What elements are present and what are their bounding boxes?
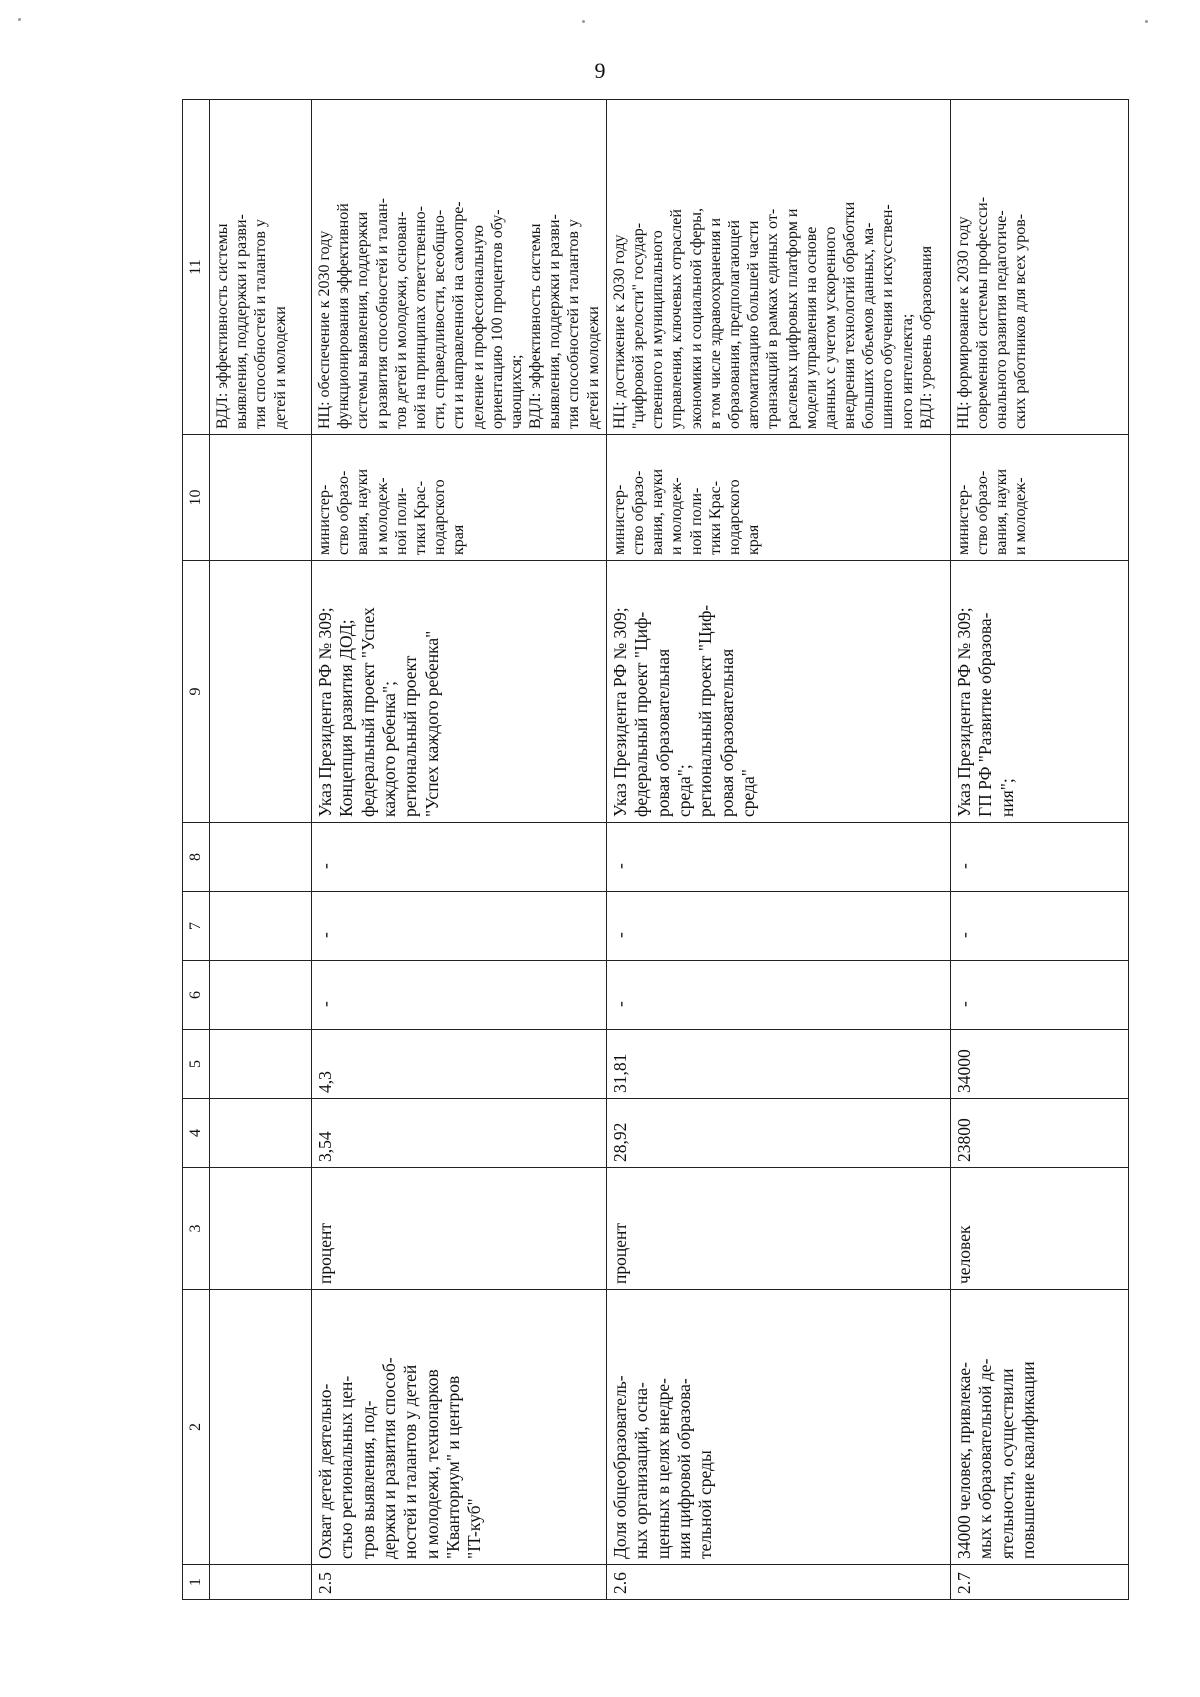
cell-text-line: и молодеж-	[373, 477, 391, 555]
cell-col-2	[210, 1290, 312, 1565]
cell-col-10	[312, 435, 607, 561]
cell-text-line: Указ Президента РФ № 309;	[609, 607, 630, 817]
cell-text-line: экономики и социальной сферы,	[687, 207, 705, 429]
cell-text-line: вания, науки	[649, 468, 667, 555]
cell-text-line: ной поли-	[687, 487, 705, 555]
cell-col-3	[210, 1168, 312, 1290]
cell-text-line: края	[450, 524, 468, 555]
cell-col-10	[606, 435, 950, 561]
cell-text-line: ство образо-	[335, 470, 353, 555]
cell-col-9	[312, 561, 607, 823]
table-row	[210, 100, 312, 1600]
scan-dot	[18, 18, 21, 21]
cell-text-line: "IT-куб"	[464, 1498, 485, 1559]
cell-text-line: министер-	[316, 484, 333, 555]
cell-col-11	[312, 100, 607, 435]
cell-col-3: процент	[606, 1168, 950, 1290]
cell-col-10	[210, 435, 312, 561]
cell-text-line: больших объемов данных, ма-	[860, 222, 878, 429]
table-row	[606, 100, 950, 1600]
cell-text-line: региональный проект	[400, 655, 421, 817]
cell-text-line: края	[745, 524, 763, 555]
cell-text-line: шинного обучения и искусствен-	[879, 204, 897, 429]
cell-col-7: -	[950, 892, 1128, 961]
cell-text-line: сти и направленной на самоопре-	[450, 201, 468, 429]
cell-text-line: среда";	[673, 764, 694, 817]
cell-col-6: -	[606, 961, 950, 1030]
table-body	[210, 100, 1129, 1600]
cell-text-line: "Успех каждого ребенка"	[421, 630, 442, 817]
cell-text-line: повышение квалификации	[1017, 1361, 1038, 1559]
cell-text-line: тров выявления, под-	[357, 1400, 378, 1559]
cell-text-line: детей и молодежи	[584, 306, 602, 429]
cell-col-1: 2.5	[312, 1565, 607, 1600]
cell-text-line: сти, справедливости, всеобщно-	[431, 209, 449, 429]
cell-text-line: и развития способностей и талан-	[373, 197, 391, 429]
column-header-10: 10	[183, 435, 210, 561]
cell-col-8: -	[950, 823, 1128, 892]
cell-col-9	[210, 561, 312, 823]
cell-col-5	[210, 1030, 312, 1099]
cell-text-line: управления, ключевых отраслей	[668, 209, 686, 429]
cell-text-line: чающихся;	[507, 354, 525, 429]
column-header-8: 8	[183, 823, 210, 892]
column-header-5: 5	[183, 1030, 210, 1099]
cell-text-line: тики Крас-	[706, 480, 724, 555]
cell-text-line: выявления, поддержки и разви-	[546, 214, 564, 429]
cell-col-7: -	[606, 892, 950, 961]
cell-text-line: онального развития педагогиче-	[993, 210, 1011, 429]
cell-text-line: ного интеллекта;	[898, 313, 916, 429]
cell-col-1	[210, 1565, 312, 1600]
cell-col-6	[210, 961, 312, 1030]
cell-text-line: тики Крас-	[411, 480, 429, 555]
cell-text-line: Концепция развития ДОД;	[336, 619, 357, 817]
cell-col-2	[312, 1290, 607, 1565]
cell-text-line: ной на принципах ответственно-	[411, 206, 429, 429]
cell-text-line: в том числе здравоохранения и	[706, 217, 724, 429]
cell-col-2	[606, 1290, 950, 1565]
cell-col-5: 4,3	[312, 1030, 607, 1099]
cell-col-3: процент	[312, 1168, 607, 1290]
cell-col-7	[210, 892, 312, 961]
cell-text-line: ния";	[996, 778, 1017, 817]
column-header-3: 3	[183, 1168, 210, 1290]
rotated-table-container	[182, 100, 1122, 1600]
cell-text-line: нодарского	[725, 479, 743, 555]
cell-col-8: -	[312, 823, 607, 892]
cell-text-line: тия способностей и талантов у	[252, 219, 270, 429]
cell-text-line: стью региональных цен-	[336, 1375, 357, 1559]
cell-col-5: 31,81	[606, 1030, 950, 1099]
cell-col-6: -	[950, 961, 1128, 1030]
column-header-6: 6	[183, 961, 210, 1030]
table-row	[950, 100, 1128, 1600]
indicators-table	[182, 99, 1129, 1600]
cell-col-9	[950, 561, 1128, 823]
cell-text-line: ностей и талантов у детей	[400, 1364, 421, 1559]
cell-text-line: "Кванториум" и центров	[443, 1375, 464, 1559]
scan-dot	[582, 20, 585, 23]
column-header-1: 1	[183, 1565, 210, 1600]
cell-col-3: человек	[950, 1168, 1128, 1290]
cell-col-6: -	[312, 961, 607, 1030]
cell-text-line: тия способностей и талантов у	[565, 219, 583, 429]
cell-text-line: вания, науки	[993, 468, 1011, 555]
cell-text-line: Охват детей деятельно-	[315, 1383, 335, 1559]
cell-text-line: и молодеж-	[668, 477, 686, 555]
cell-text-line: современной системы профессси-	[974, 196, 991, 429]
cell-text-line: ство образо-	[630, 470, 647, 555]
cell-text-line: выявления, поддержки и разви-	[233, 214, 251, 429]
cell-text-line: министер-	[610, 484, 628, 555]
cell-col-10	[950, 435, 1128, 561]
cell-col-4: 3,54	[312, 1099, 607, 1168]
cell-col-8: -	[606, 823, 950, 892]
cell-text-line: детей и молодежи	[271, 306, 289, 429]
cell-text-line: ственного и муниципального	[649, 230, 667, 429]
column-header-2: 2	[183, 1290, 210, 1565]
cell-text-line: и молодеж-	[1012, 477, 1030, 555]
page-number: 9	[594, 58, 606, 83]
cell-text-line: 34000 человек, привлекае-	[953, 1362, 974, 1559]
cell-text-line: системы выявления, поддержки	[354, 211, 372, 429]
column-header-9: 9	[183, 561, 210, 823]
column-header-11: 11	[183, 100, 210, 435]
cell-text-line: и молодежи, технопарков	[421, 1369, 442, 1559]
cell-text-line: Указ Президента РФ № 309;	[315, 607, 335, 817]
cell-text-line: данных с учетом ускоренного	[821, 226, 839, 429]
column-header-7: 7	[183, 892, 210, 961]
cell-text-line: ВДЛ: уровень образования	[917, 245, 935, 429]
cell-col-11	[210, 100, 312, 435]
scan-dot	[1145, 20, 1148, 23]
cell-text-line: тельной среды	[695, 1450, 716, 1559]
cell-col-4: 23800	[950, 1099, 1128, 1168]
cell-text-line: ной поли-	[392, 487, 410, 555]
cell-text-line: вания, науки	[354, 468, 372, 555]
cell-text-line: тов детей и молодежи, основан-	[392, 211, 410, 429]
cell-text-line: внедрения технологий обработки	[841, 201, 859, 429]
column-header-4: 4	[183, 1099, 210, 1168]
cell-col-4: 28,92	[606, 1099, 950, 1168]
cell-col-11	[950, 100, 1128, 435]
cell-text-line: раслевых цифровых платформ и	[783, 208, 801, 429]
cell-text-line: НЦ: достижение к 2030 году	[610, 234, 628, 429]
cell-text-line: функционирования эффективной	[335, 203, 353, 429]
cell-text-line: НЦ: формирование к 2030 году	[954, 216, 972, 429]
cell-text-line: "цифровой зрелости" государ-	[630, 222, 647, 429]
cell-text-line: ния цифровой образова-	[673, 1378, 694, 1559]
cell-col-8	[210, 823, 312, 892]
cell-col-7: -	[312, 892, 607, 961]
cell-text-line: мых к образовательной де-	[975, 1358, 996, 1559]
cell-text-line: ВДЛ: эффективность системы	[527, 223, 545, 429]
cell-text-line: Указ Президента РФ № 309;	[953, 607, 974, 817]
cell-text-line: транзакций в рамках единых от-	[764, 208, 782, 429]
cell-text-line: держки и развития способ-	[379, 1357, 400, 1559]
cell-text-line: региональный проект "Циф-	[695, 604, 716, 817]
cell-text-line: каждого ребенка";	[379, 681, 400, 817]
cell-text-line: щенных в целях внедре-	[652, 1378, 673, 1559]
cell-text-line: ровая образовательная	[716, 648, 737, 817]
cell-text-line: ГП РФ "Развитие образова-	[975, 612, 996, 817]
cell-col-1: 2.7	[950, 1565, 1128, 1600]
cell-text-line: ских работников для всех уров-	[1012, 213, 1030, 429]
cell-text-line: ВДЛ: эффективность системы	[214, 223, 231, 429]
cell-text-line: федеральный проект "Циф-	[631, 611, 652, 817]
cell-text-line: министер-	[954, 484, 972, 555]
header-row	[183, 100, 210, 1600]
cell-text-line: ровая образовательная	[652, 648, 673, 817]
cell-text-line: автоматизацию большей части	[745, 220, 763, 429]
cell-text-line: ных организаций, осна-	[631, 1382, 652, 1559]
cell-col-9	[606, 561, 950, 823]
cell-text-line: нодарского	[431, 479, 449, 555]
cell-text-line: образования, предполагающей	[725, 219, 743, 429]
cell-text-line: ориентацию 100 процентов обу-	[488, 209, 506, 429]
cell-text-line: модели управления на основе	[802, 226, 820, 429]
cell-col-11	[606, 100, 950, 435]
cell-text-line: ятельности, осуществили	[996, 1368, 1017, 1559]
table-row	[312, 100, 607, 1600]
cell-text-line: ство образо-	[974, 470, 991, 555]
cell-text-line: НЦ: обеспечение к 2030 году	[316, 230, 333, 429]
cell-text-line: среда"	[737, 769, 758, 817]
cell-col-1: 2.6	[606, 1565, 950, 1600]
cell-col-5: 34000	[950, 1030, 1128, 1099]
cell-col-2	[950, 1290, 1128, 1565]
cell-col-4	[210, 1099, 312, 1168]
cell-text-line: Доля общеобразователь-	[609, 1375, 630, 1559]
cell-text-line: федеральный проект "Успех	[357, 607, 378, 817]
cell-text-line: деление и профессиональную	[469, 225, 487, 429]
